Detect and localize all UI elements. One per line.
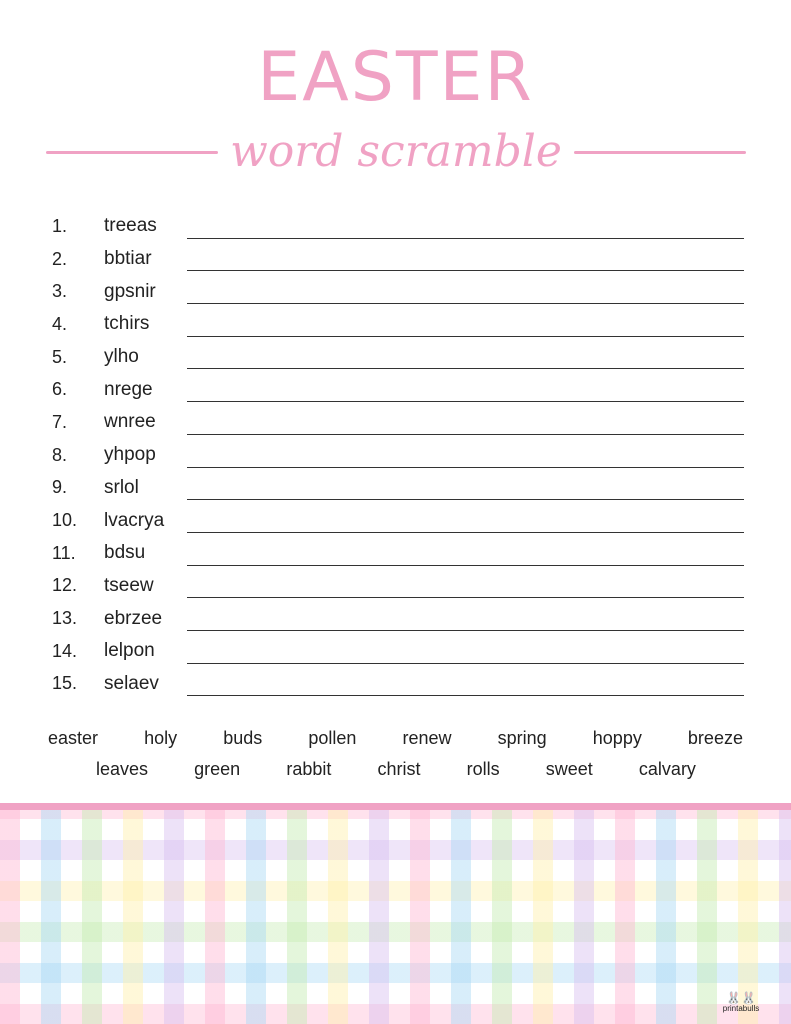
word-bank-item: buds [223,728,263,748]
scramble-list [52,210,744,700]
scramble-row [52,602,744,635]
answer-line[interactable] [187,597,744,598]
item-number: 7. [52,411,68,432]
answer-line[interactable] [187,368,744,369]
word-bank-item: breeze [687,728,743,748]
scramble-row [52,472,744,505]
word-bank-item: spring [497,728,547,748]
scrambled-word: yhpop [104,444,156,466]
word-bank-row-1 [48,728,743,749]
right-divider [574,151,746,154]
answer-line[interactable] [187,695,744,696]
item-number: 12. [52,575,78,596]
scrambled-word: treeas [104,215,157,237]
scrambled-word: bbtiar [104,248,152,270]
word-bank-item: pollen [308,728,357,748]
scramble-row [52,308,744,341]
word-bank-item: holy [144,728,178,748]
word-bank-item: easter [48,728,99,748]
scrambled-word: selaev [104,672,159,694]
scramble-row [52,537,744,570]
answer-line[interactable] [187,532,744,533]
scrambled-word: gpsnir [104,280,156,302]
scrambled-word: ebrzee [104,607,163,629]
page-subtitle: word scramble [230,126,562,177]
answer-line[interactable] [187,467,744,468]
brand-logo-text: printabulls [722,1004,760,1013]
scramble-row [52,341,744,374]
word-bank-item: green [194,759,241,779]
word-bank-row-2 [96,759,696,780]
answer-line[interactable] [187,238,744,239]
scrambled-word: wnree [104,411,156,433]
word-bank-item: rolls [466,759,500,779]
gingham-pattern-footer [0,803,791,1024]
scramble-row [52,210,744,243]
answer-line[interactable] [187,663,744,664]
scrambled-word: srlol [104,476,139,498]
answer-line[interactable] [187,336,744,337]
word-bank-item: leaves [96,759,149,779]
item-number: 10. [52,510,78,531]
footer-top-border [0,803,791,810]
word-bank-item: renew [402,728,452,748]
scrambled-word: tchirs [104,313,150,335]
item-number: 14. [52,640,78,661]
word-bank-item: christ [377,759,421,779]
answer-line[interactable] [187,499,744,500]
page-title: EASTER [257,38,534,117]
scrambled-word: lvacrya [104,509,165,531]
brand-logo [713,992,769,1014]
bunny-icon: 🐰🐰 [726,991,756,1005]
left-divider [46,151,218,154]
item-number: 9. [52,477,68,498]
word-bank-item: sweet [545,759,593,779]
answer-line[interactable] [187,630,744,631]
scrambled-word: bdsu [104,542,146,564]
scrambled-word: tseew [104,574,154,596]
word-bank-item: rabbit [286,759,332,779]
answer-line[interactable] [187,434,744,435]
item-number: 8. [52,444,68,465]
answer-line[interactable] [187,401,744,402]
scramble-row [52,406,744,439]
scramble-row [52,668,744,701]
scrambled-word: ylho [104,346,139,368]
item-number: 2. [52,248,68,269]
answer-line[interactable] [187,565,744,566]
scramble-row [52,504,744,537]
word-bank-item: hoppy [592,728,642,748]
item-number: 11. [52,542,76,563]
subtitle-row [46,122,746,182]
scramble-row [52,275,744,308]
item-number: 6. [52,379,68,400]
item-number: 3. [52,281,68,302]
item-number: 1. [52,215,68,236]
item-number: 5. [52,346,68,367]
scramble-row [52,243,744,276]
item-number: 15. [52,673,78,694]
scramble-row [52,570,744,603]
scrambled-word: nrege [104,378,153,400]
scramble-row [52,439,744,472]
scrambled-word: lelpon [104,640,155,662]
item-number: 4. [52,313,68,334]
word-bank-item: calvary [638,759,696,779]
scramble-row [52,373,744,406]
item-number: 13. [52,608,78,629]
answer-line[interactable] [187,270,744,271]
scramble-row [52,635,744,668]
answer-line[interactable] [187,303,744,304]
